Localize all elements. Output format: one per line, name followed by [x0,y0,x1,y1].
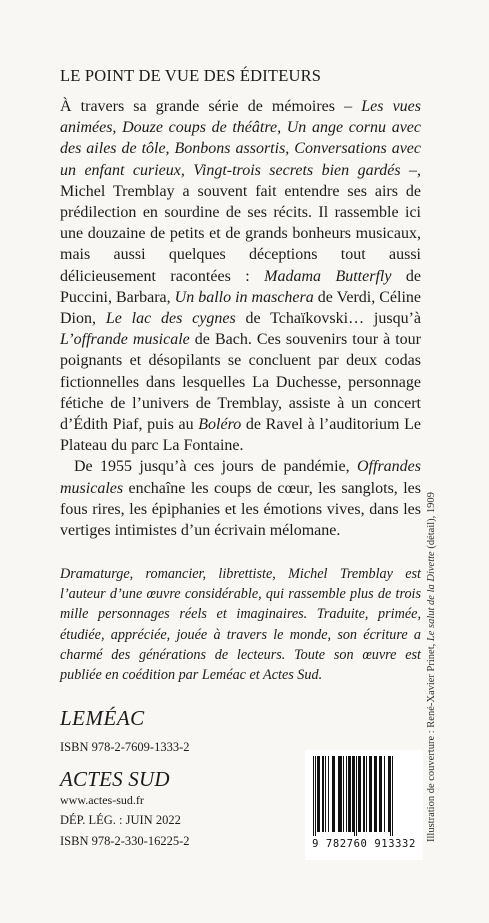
barcode-bar [334,756,335,832]
barcode-bar [340,756,342,832]
barcode-bar [388,756,390,832]
text-run: de Ravel à l’auditorium Le Plateau du parc La Fontaine. [60,416,421,455]
barcode [305,750,423,860]
text-run: –, Michel Tremblay a souvent fait entendre ses airs de prédilection en sourdine de ses récits. Il rassemble ici une douzaine de petits et de grands bonheurs musicaux, mais aussi quelques déceptions tout aussi délicieusement racontées : [60,161,421,285]
text-run: de Verdi, Céline Dion, [60,288,422,328]
barcode-bars [305,750,423,838]
barcode-bar [371,756,372,832]
barcode-bar [315,756,316,836]
text-run: Boléro [198,416,242,434]
barcode-bar [369,756,371,832]
blurb-paragraph-2 [60,456,421,541]
text-run: Madama Butterfly [264,267,392,285]
cover-illustration-credit [426,492,437,842]
barcode-bar [352,756,354,832]
text-run: Le lac des cygnes [105,310,236,328]
barcode-bar [317,756,319,832]
barcode-bar [328,756,329,832]
barcode-bar [366,756,367,832]
barcode-bar [390,756,391,836]
blurb-text [60,96,421,541]
publisher-actes-sud-logo: ACTES SUD [60,767,170,791]
barcode-bar [381,756,382,832]
section-heading: LE POINT DE VUE DES ÉDITEURS [60,66,322,85]
credit-prefix: Illustration de couverture : René-Xavier Prinet, [426,641,437,842]
barcode-bar [313,756,314,836]
barcode-bar [346,756,347,832]
text-run: Un ballo in maschera [174,288,314,306]
text-run: L’offrande musicale [60,331,190,349]
text-run: Offrandes musicales [60,458,421,497]
barcode-bar [363,756,365,832]
barcode-bar [354,756,355,836]
text-run: de Bach. Ces souvenirs tour à tour poignants et désopilants se concluent par deux codas fictionnelles dans lesquelles La Duchesse, personnage fétiche de l’univers de Tremblay, assiste à un concert d’Édith Piaf, puis au [60,331,421,434]
barcode-bar [319,756,320,832]
barcode-bar [392,756,393,836]
barcode-bar [338,756,340,832]
barcode-bar [379,756,381,832]
barcode-digits: 9 782760 913332 [312,838,416,850]
blurb-paragraph-1 [60,96,421,456]
author-bio-text: Dramaturge, romancier, librettiste, Michel Tremblay est l’auteur d’une œuvre considérable, qui rassemble plus de trois mille personnages réels et imaginaires. Traduite, primée, étudiée, appréciée, jouée à travers le monde, son écriture a charmé des générations de lecteurs. Toute son œuvre est publiée en coédition par Leméac et Actes Sud. [60,566,421,684]
isbn-lemeac: ISBN 978-2-7609-1333-2 [60,740,190,754]
credit-suffix: (détail), 1909 [426,492,437,552]
barcode-bar [325,756,326,832]
text-run: enchaîne les coups de cœur, les sanglots, les fous rires, les épiphanies et les émotions vives, dans les vertiges intimistes d’un écrivain mélomane. [60,479,421,540]
barcode-bar [332,756,334,832]
barcode-bar [376,756,377,832]
publisher-website: www.actes-sud.fr [60,793,144,807]
text-run: de Tchaïkovski… jusqu’à [235,310,422,328]
barcode-bar [343,756,344,832]
barcode-bar [374,756,376,832]
barcode-bar [356,756,357,836]
barcode-bar [348,756,350,832]
barcode-bar [358,756,360,832]
barcode-bar [350,756,351,832]
barcode-bar [384,756,385,832]
text-run: Les vues animées, Douze coups de théâtre, Un ange cornu avec des ailes de tôle, Bonbons assortis, Conversations avec un enfant curieux, Vingt-trois secrets bien gardés [60,98,422,179]
isbn-actes-sud: ISBN 978-2-330-16225-2 [60,834,190,848]
barcode-bar [360,756,361,832]
author-bio [60,564,421,685]
barcode-bar [322,756,324,832]
text-run: À travers sa grande série de mémoires – [60,98,362,115]
text-run: De 1955 jusqu’à ces jours de pandémie, [74,458,357,476]
legal-deposit: DÉP. LÉG. : JUIN 2022 [60,813,181,827]
publisher-lemeac-logo: LEMÉAC [60,706,145,730]
text-run: de Puccini, Barbara, [60,267,421,306]
credit-title: Le salut de la Divette [426,551,437,642]
